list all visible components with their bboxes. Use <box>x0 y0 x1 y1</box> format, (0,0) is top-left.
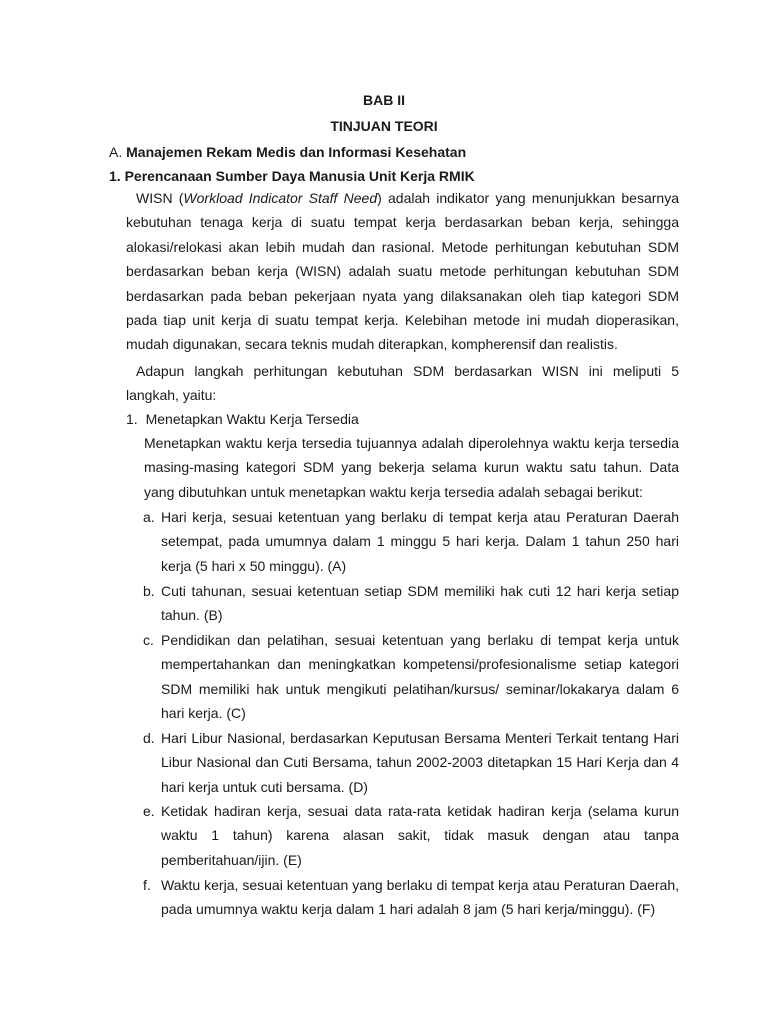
list-item-marker: e. <box>143 803 155 819</box>
steps-intro-paragraph: Adapun langkah perhitungan kebutuhan SDM berdasarkan WISN ini meliputi 5 langkah, yaitu: <box>126 363 679 404</box>
list-item <box>143 628 679 726</box>
list-item-marker: c. <box>143 632 154 648</box>
list-item-marker: d. <box>143 730 155 746</box>
list-item-text: Cuti tahunan, sesuai ketentuan setiap SDM memiliki hak cuti 12 hari kerja setiap tahun. (B) <box>161 583 679 624</box>
list-item-text: Pendidikan dan pelatihan, sesuai ketentuan yang berlaku di tempat kerja untuk mempertahankan dan meningkatkan kompetensi/profesionalisme setiap kategori SDM memiliki hak untuk mengikuti pelatihan/kursus/ seminar/lokakarya dalam 6 hari kerja. (C) <box>161 632 679 722</box>
step-1-title: Menetapkan Waktu Kerja Tersedia <box>145 411 359 427</box>
wisn-term: Workload Indicator Staff Need <box>183 190 378 206</box>
list-item <box>143 579 679 628</box>
section-a-marker: A. <box>109 144 123 160</box>
list-item <box>143 799 679 872</box>
list-item-text: Hari kerja, sesuai ketentuan yang berlaku di tempat kerja atau Peraturan Daerah setempat, pada umumnya dalam 1 minggu 5 hari kerja. Dalam 1 tahun 250 hari kerja (5 hari x 50 minggu). (A) <box>161 509 679 574</box>
section-1-marker: 1. <box>109 168 121 184</box>
list-item-text: Ketidak hadiran kerja, sesuai data rata-rata ketidak hadiran kerja (selama kurun waktu 1 tahun) karena alasan sakit, tidak masuk dengan atau tanpa pemberitahuan/ijin. (E) <box>161 803 679 868</box>
list-item-text: Hari Libur Nasional, berdasarkan Keputusan Bersama Menteri Terkait tentang Hari Libur Nasional dan Cuti Bersama, tahun 2002-2003 ditetapkan 15 Hari Kerja dan 4 hari kerja untuk cuti bersama. (D) <box>161 730 679 795</box>
list-item <box>143 726 679 799</box>
list-item <box>143 873 679 922</box>
wisn-paragraph <box>126 186 679 357</box>
step-1-marker: 1. <box>126 411 138 427</box>
step-1-heading <box>126 410 359 428</box>
wisn-rest: ) adalah indikator yang menunjukkan besarnya kebutuhan tenaga kerja di suatu tempat kerja berdasarkan beban kerja, sehingga alokasi/relokasi akan lebih mudah dan rasional. Metode perhitungan kebutuhan SDM berdasarkan beban kerja (WISN) adalah suatu metode perhitungan kebutuhan SDM berdasarkan pada beban pekerjaan nyata yang dilaksanakan oleh tiap kategori SDM pada tiap unit kerja di suatu tempat kerja. Kelebihan metode ini mudah dioperasikan, mudah digunakan, secara teknis mudah diterapkan, kompherensif dan realistis. <box>126 190 679 353</box>
section-1-heading <box>109 167 475 185</box>
list-item <box>143 505 679 578</box>
step-1-description: Menetapkan waktu kerja tersedia tujuannya adalah diperolehnya waktu kerja tersedia masing-masing kategori SDM yang bekerja selama kurun waktu satu tahun. Data yang dibutuhkan untuk menetapkan waktu kerja tersedia adalah sebagai berikut: <box>144 435 679 500</box>
list-item-marker: b. <box>143 583 155 599</box>
section-a-heading <box>109 143 466 161</box>
section-1-title: Perencanaan Sumber Daya Manusia Unit Kerja RMIK <box>124 168 475 184</box>
wisn-lead: WISN ( <box>136 190 184 206</box>
chapter-label: BAB II <box>363 92 405 108</box>
chapter-title: TINJUAN TEORI <box>330 118 438 134</box>
list-item-text: Waktu kerja, sesuai ketentuan yang berlaku di tempat kerja atau Peraturan Daerah, pada umumnya waktu kerja dalam 1 hari adalah 8 jam (5 hari kerja/minggu). (F) <box>161 877 679 918</box>
list-item-marker: f. <box>143 877 151 893</box>
section-a-title: Manajemen Rekam Medis dan Informasi Kesehatan <box>126 144 467 160</box>
list-item-marker: a. <box>143 509 155 525</box>
